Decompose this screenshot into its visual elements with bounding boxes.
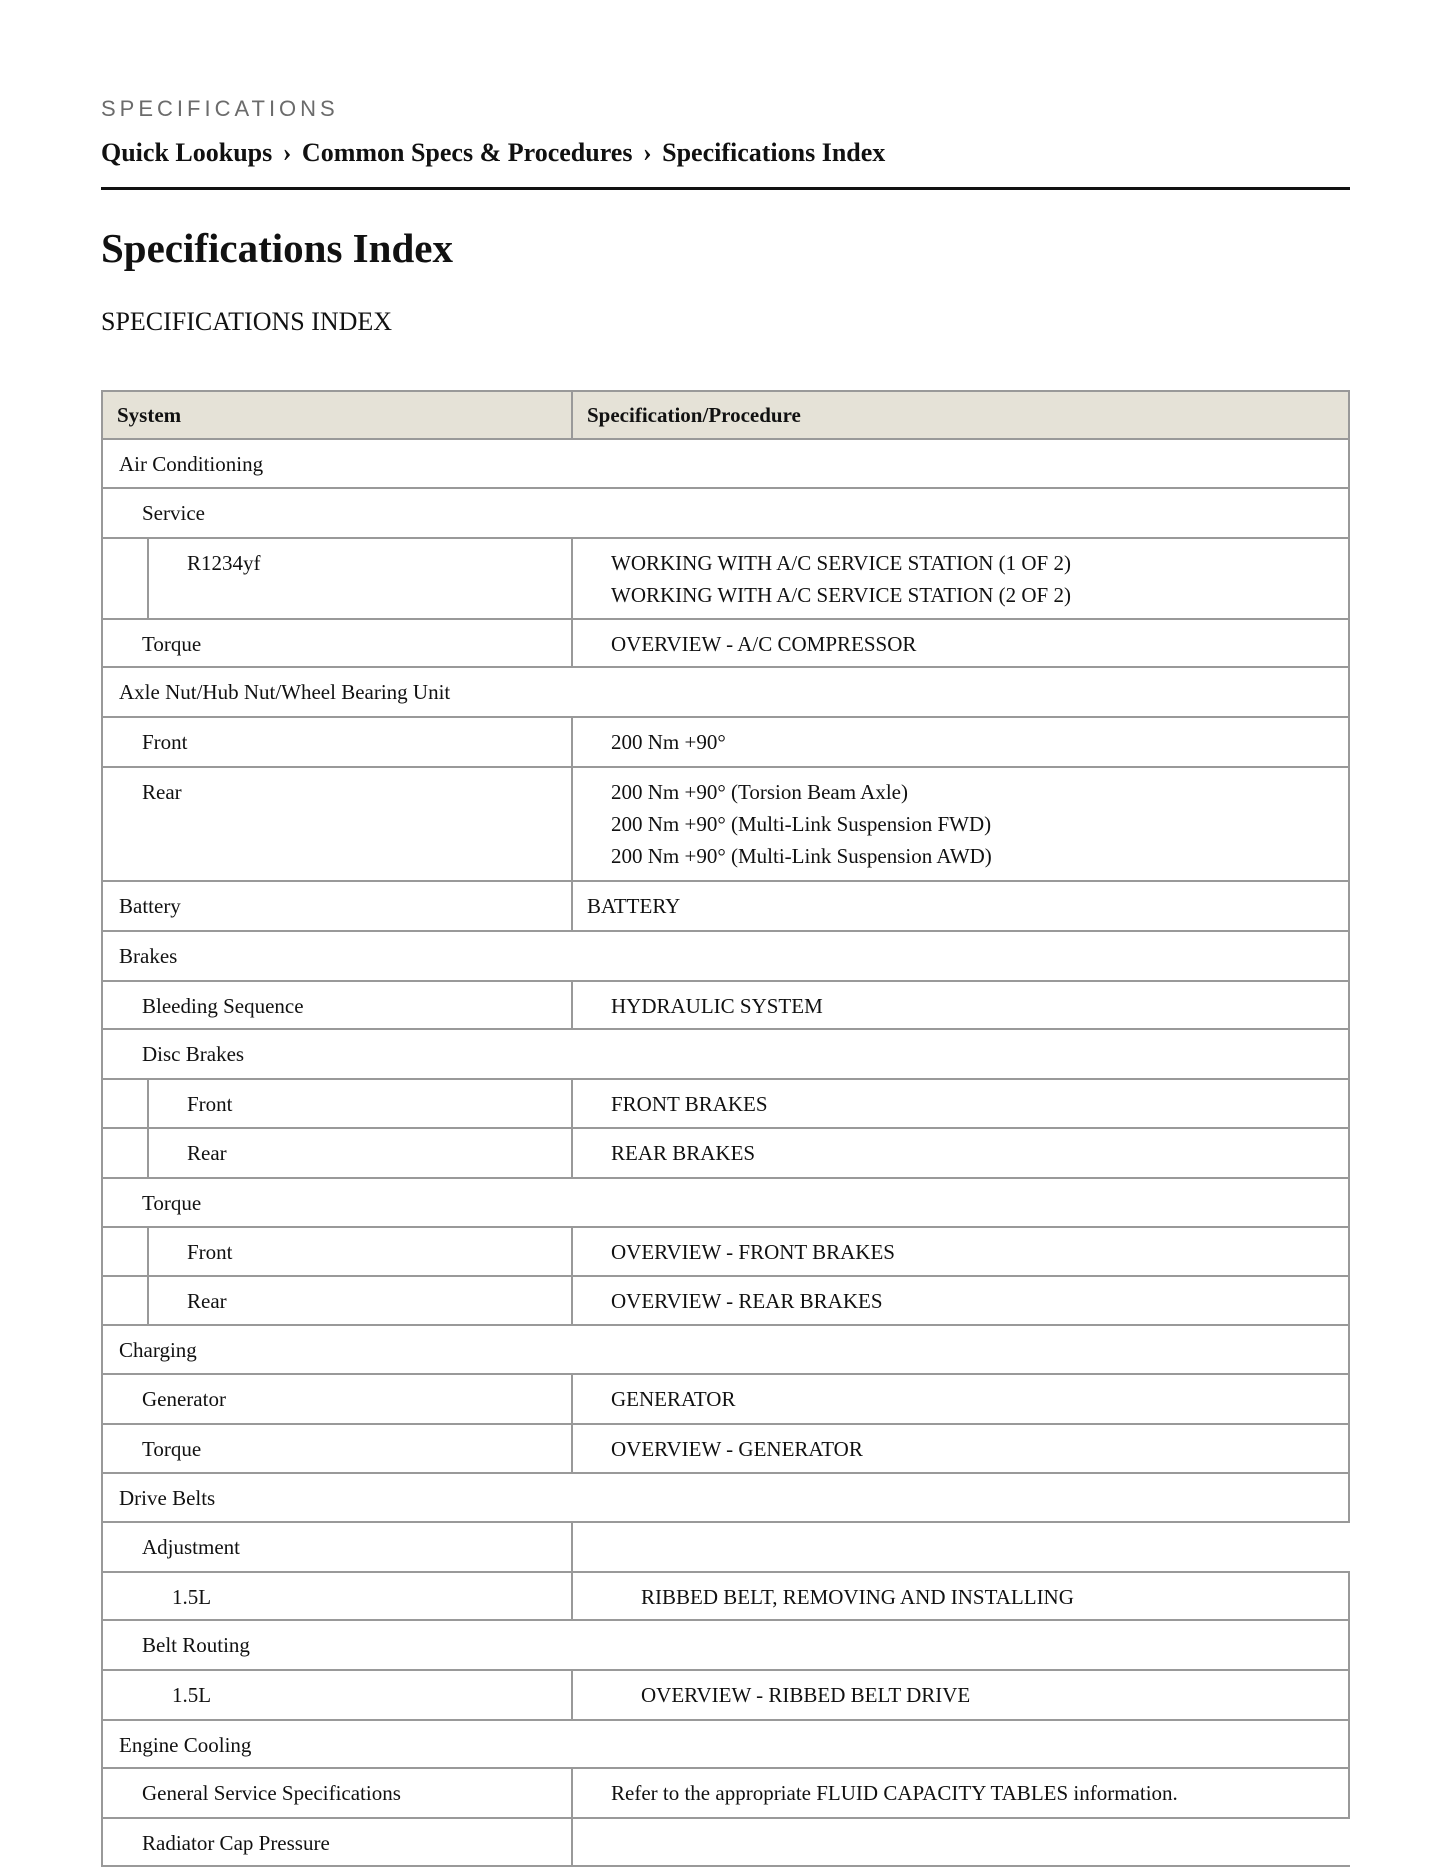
page-title: Specifications Index: [101, 225, 453, 271]
system-cell: [101, 1129, 571, 1179]
system-label-rear: Rear: [187, 1141, 227, 1165]
table-row: [101, 1228, 1350, 1277]
system-cell: [101, 440, 1350, 489]
table-row: [101, 668, 1350, 718]
specification-cell: [571, 1375, 1350, 1425]
system-cell: [101, 882, 571, 932]
spec-entry[interactable]: BATTERY: [587, 894, 681, 918]
system-cell: [101, 1425, 571, 1474]
system-label-front: Front: [187, 1092, 233, 1116]
system-label-air-conditioning: Air Conditioning: [119, 452, 264, 476]
system-label-torque: Torque: [142, 632, 202, 656]
spec-entry[interactable]: RIBBED BELT, REMOVING AND INSTALLING: [641, 1585, 1074, 1609]
system-label-generator: Generator: [142, 1387, 226, 1411]
system-label-axle-nut-hub-nut-wheel-bearing-unit: Axle Nut/Hub Nut/Wheel Bearing Unit: [119, 680, 451, 704]
table-row: [101, 1129, 1350, 1179]
breadcrumb-separator: ›: [282, 138, 292, 167]
specification-cell: [571, 1277, 1350, 1326]
column-header-spec-label: Specification/Procedure: [587, 403, 801, 427]
system-cell: [101, 982, 571, 1030]
spec-entry[interactable]: OVERVIEW - RIBBED BELT DRIVE: [641, 1683, 971, 1707]
nest-indent-divider: [147, 1277, 149, 1324]
table-row: [101, 882, 1350, 932]
table-row: [101, 1326, 1350, 1375]
nest-indent-divider: [147, 1080, 149, 1127]
system-cell: [101, 620, 571, 668]
spec-entry[interactable]: OVERVIEW - GENERATOR: [611, 1437, 863, 1461]
system-cell: [101, 1573, 571, 1621]
table-row: [101, 1523, 1350, 1573]
spec-entry[interactable]: 200 Nm +90° (Torsion Beam Axle): [611, 780, 908, 804]
specification-cell: [571, 1129, 1350, 1179]
system-cell: [101, 1474, 1350, 1523]
specification-cell: [571, 1228, 1350, 1277]
system-label-disc-brakes: Disc Brakes: [142, 1042, 245, 1066]
specification-cell: [571, 1573, 1350, 1621]
column-header-spec: [571, 390, 1350, 440]
system-cell: [101, 718, 571, 768]
table-row: [101, 1671, 1350, 1721]
table-row: [101, 1769, 1350, 1819]
system-label-torque: Torque: [142, 1437, 202, 1461]
table-row: [101, 1375, 1350, 1425]
system-label-front: Front: [142, 730, 188, 754]
specification-cell: [571, 718, 1350, 768]
system-label-rear: Rear: [142, 780, 182, 804]
table-row: [101, 539, 1350, 620]
table-row: [101, 1080, 1350, 1129]
specification-cell: [571, 1671, 1350, 1721]
table-row: [101, 932, 1350, 982]
system-cell: [101, 1375, 571, 1425]
spec-entry[interactable]: OVERVIEW - REAR BRAKES: [611, 1289, 883, 1313]
table-row: [101, 1277, 1350, 1326]
table-row: [101, 489, 1350, 539]
spec-entry[interactable]: OVERVIEW - A/C COMPRESSOR: [611, 632, 917, 656]
system-label-service: Service: [142, 501, 205, 525]
breadcrumb-item-current: Specifications Index: [662, 138, 886, 167]
system-label-adjustment: Adjustment: [142, 1535, 240, 1559]
table-row: [101, 982, 1350, 1030]
system-label-1-5l: 1.5L: [172, 1585, 212, 1609]
table-row: [101, 718, 1350, 768]
system-label-drive-belts: Drive Belts: [119, 1486, 216, 1510]
spec-entry[interactable]: 200 Nm +90° (Multi-Link Suspension AWD): [611, 844, 992, 868]
header-divider: [101, 187, 1350, 190]
table-header-row: [101, 390, 1350, 440]
system-label-battery: Battery: [119, 894, 181, 918]
table-row: [101, 1573, 1350, 1621]
specification-cell: [571, 539, 1350, 620]
system-cell: [101, 1523, 571, 1573]
system-cell: [101, 932, 1350, 982]
system-cell: [101, 668, 1350, 718]
system-label-rear: Rear: [187, 1289, 227, 1313]
specifications-table: [101, 390, 1350, 1867]
specification-cell: [571, 620, 1350, 668]
spec-entry[interactable]: 200 Nm +90°: [611, 730, 726, 754]
system-label-radiator-cap-pressure: Radiator Cap Pressure: [142, 1831, 330, 1855]
spec-entry[interactable]: OVERVIEW - FRONT BRAKES: [611, 1240, 895, 1264]
table-row: [101, 1819, 1350, 1867]
table-row: [101, 1030, 1350, 1080]
spec-entry[interactable]: WORKING WITH A/C SERVICE STATION (2 OF 2): [611, 583, 1071, 607]
system-cell: [101, 1326, 1350, 1375]
breadcrumb-item-quick-lookups[interactable]: Quick Lookups: [101, 138, 273, 167]
section-label: SPECIFICATIONS: [101, 96, 339, 121]
nest-indent-divider: [147, 1129, 149, 1177]
nest-indent-divider: [147, 539, 149, 618]
system-cell: [101, 1671, 571, 1721]
system-cell: [101, 768, 571, 882]
system-cell: [101, 1179, 1350, 1228]
nest-indent-divider: [147, 1228, 149, 1275]
breadcrumb-separator: ›: [642, 138, 652, 167]
specification-cell: [571, 1080, 1350, 1129]
breadcrumb-item-common-specs[interactable]: Common Specs & Procedures: [301, 138, 633, 167]
specification-cell: [571, 1523, 1350, 1573]
table-row: [101, 620, 1350, 668]
system-cell: [101, 489, 1350, 539]
specification-cell: [571, 882, 1350, 932]
table-row: [101, 1179, 1350, 1228]
table-row: [101, 440, 1350, 489]
system-cell: [101, 1721, 1350, 1769]
system-label-charging: Charging: [119, 1338, 197, 1362]
system-label-engine-cooling: Engine Cooling: [119, 1733, 252, 1757]
specification-cell: [571, 1819, 1350, 1867]
system-label-front: Front: [187, 1240, 233, 1264]
spec-entry[interactable]: HYDRAULIC SYSTEM: [611, 994, 823, 1018]
spec-entry[interactable]: GENERATOR: [611, 1387, 736, 1411]
system-cell: [101, 1228, 571, 1277]
system-label-1-5l: 1.5L: [172, 1683, 212, 1707]
system-label-torque: Torque: [142, 1191, 202, 1215]
system-cell: [101, 1621, 1350, 1671]
table-row: [101, 1721, 1350, 1769]
specification-cell: [571, 1769, 1350, 1819]
system-label-r1234yf: R1234yf: [187, 551, 261, 575]
column-header-system-label: System: [117, 403, 182, 427]
system-cell: [101, 1819, 571, 1867]
system-cell: [101, 1030, 1350, 1080]
table-row: [101, 1425, 1350, 1474]
table-row: [101, 768, 1350, 882]
spec-entry[interactable]: REAR BRAKES: [611, 1141, 756, 1165]
specification-cell: [571, 768, 1350, 882]
system-cell: [101, 1769, 571, 1819]
system-label-bleeding-sequence: Bleeding Sequence: [142, 994, 304, 1018]
spec-entry[interactable]: FRONT BRAKES: [611, 1092, 768, 1116]
column-header-system: [101, 390, 571, 440]
spec-entry[interactable]: 200 Nm +90° (Multi-Link Suspension FWD): [611, 812, 992, 836]
system-label-general-service-specifications: General Service Specifications: [142, 1781, 401, 1805]
breadcrumb: [101, 138, 885, 168]
system-cell: [101, 539, 571, 620]
table-row: [101, 1621, 1350, 1671]
section-subheading: SPECIFICATIONS INDEX: [101, 307, 393, 336]
spec-entry[interactable]: WORKING WITH A/C SERVICE STATION (1 OF 2): [611, 551, 1071, 575]
specification-cell: [571, 1425, 1350, 1474]
system-cell: [101, 1080, 571, 1129]
table-row: [101, 1474, 1350, 1523]
system-label-brakes: Brakes: [119, 944, 178, 968]
system-label-belt-routing: Belt Routing: [142, 1633, 250, 1657]
system-cell: [101, 1277, 571, 1326]
spec-entry[interactable]: Refer to the appropriate FLUID CAPACITY TABLES information.: [611, 1781, 1178, 1805]
specification-cell: [571, 982, 1350, 1030]
